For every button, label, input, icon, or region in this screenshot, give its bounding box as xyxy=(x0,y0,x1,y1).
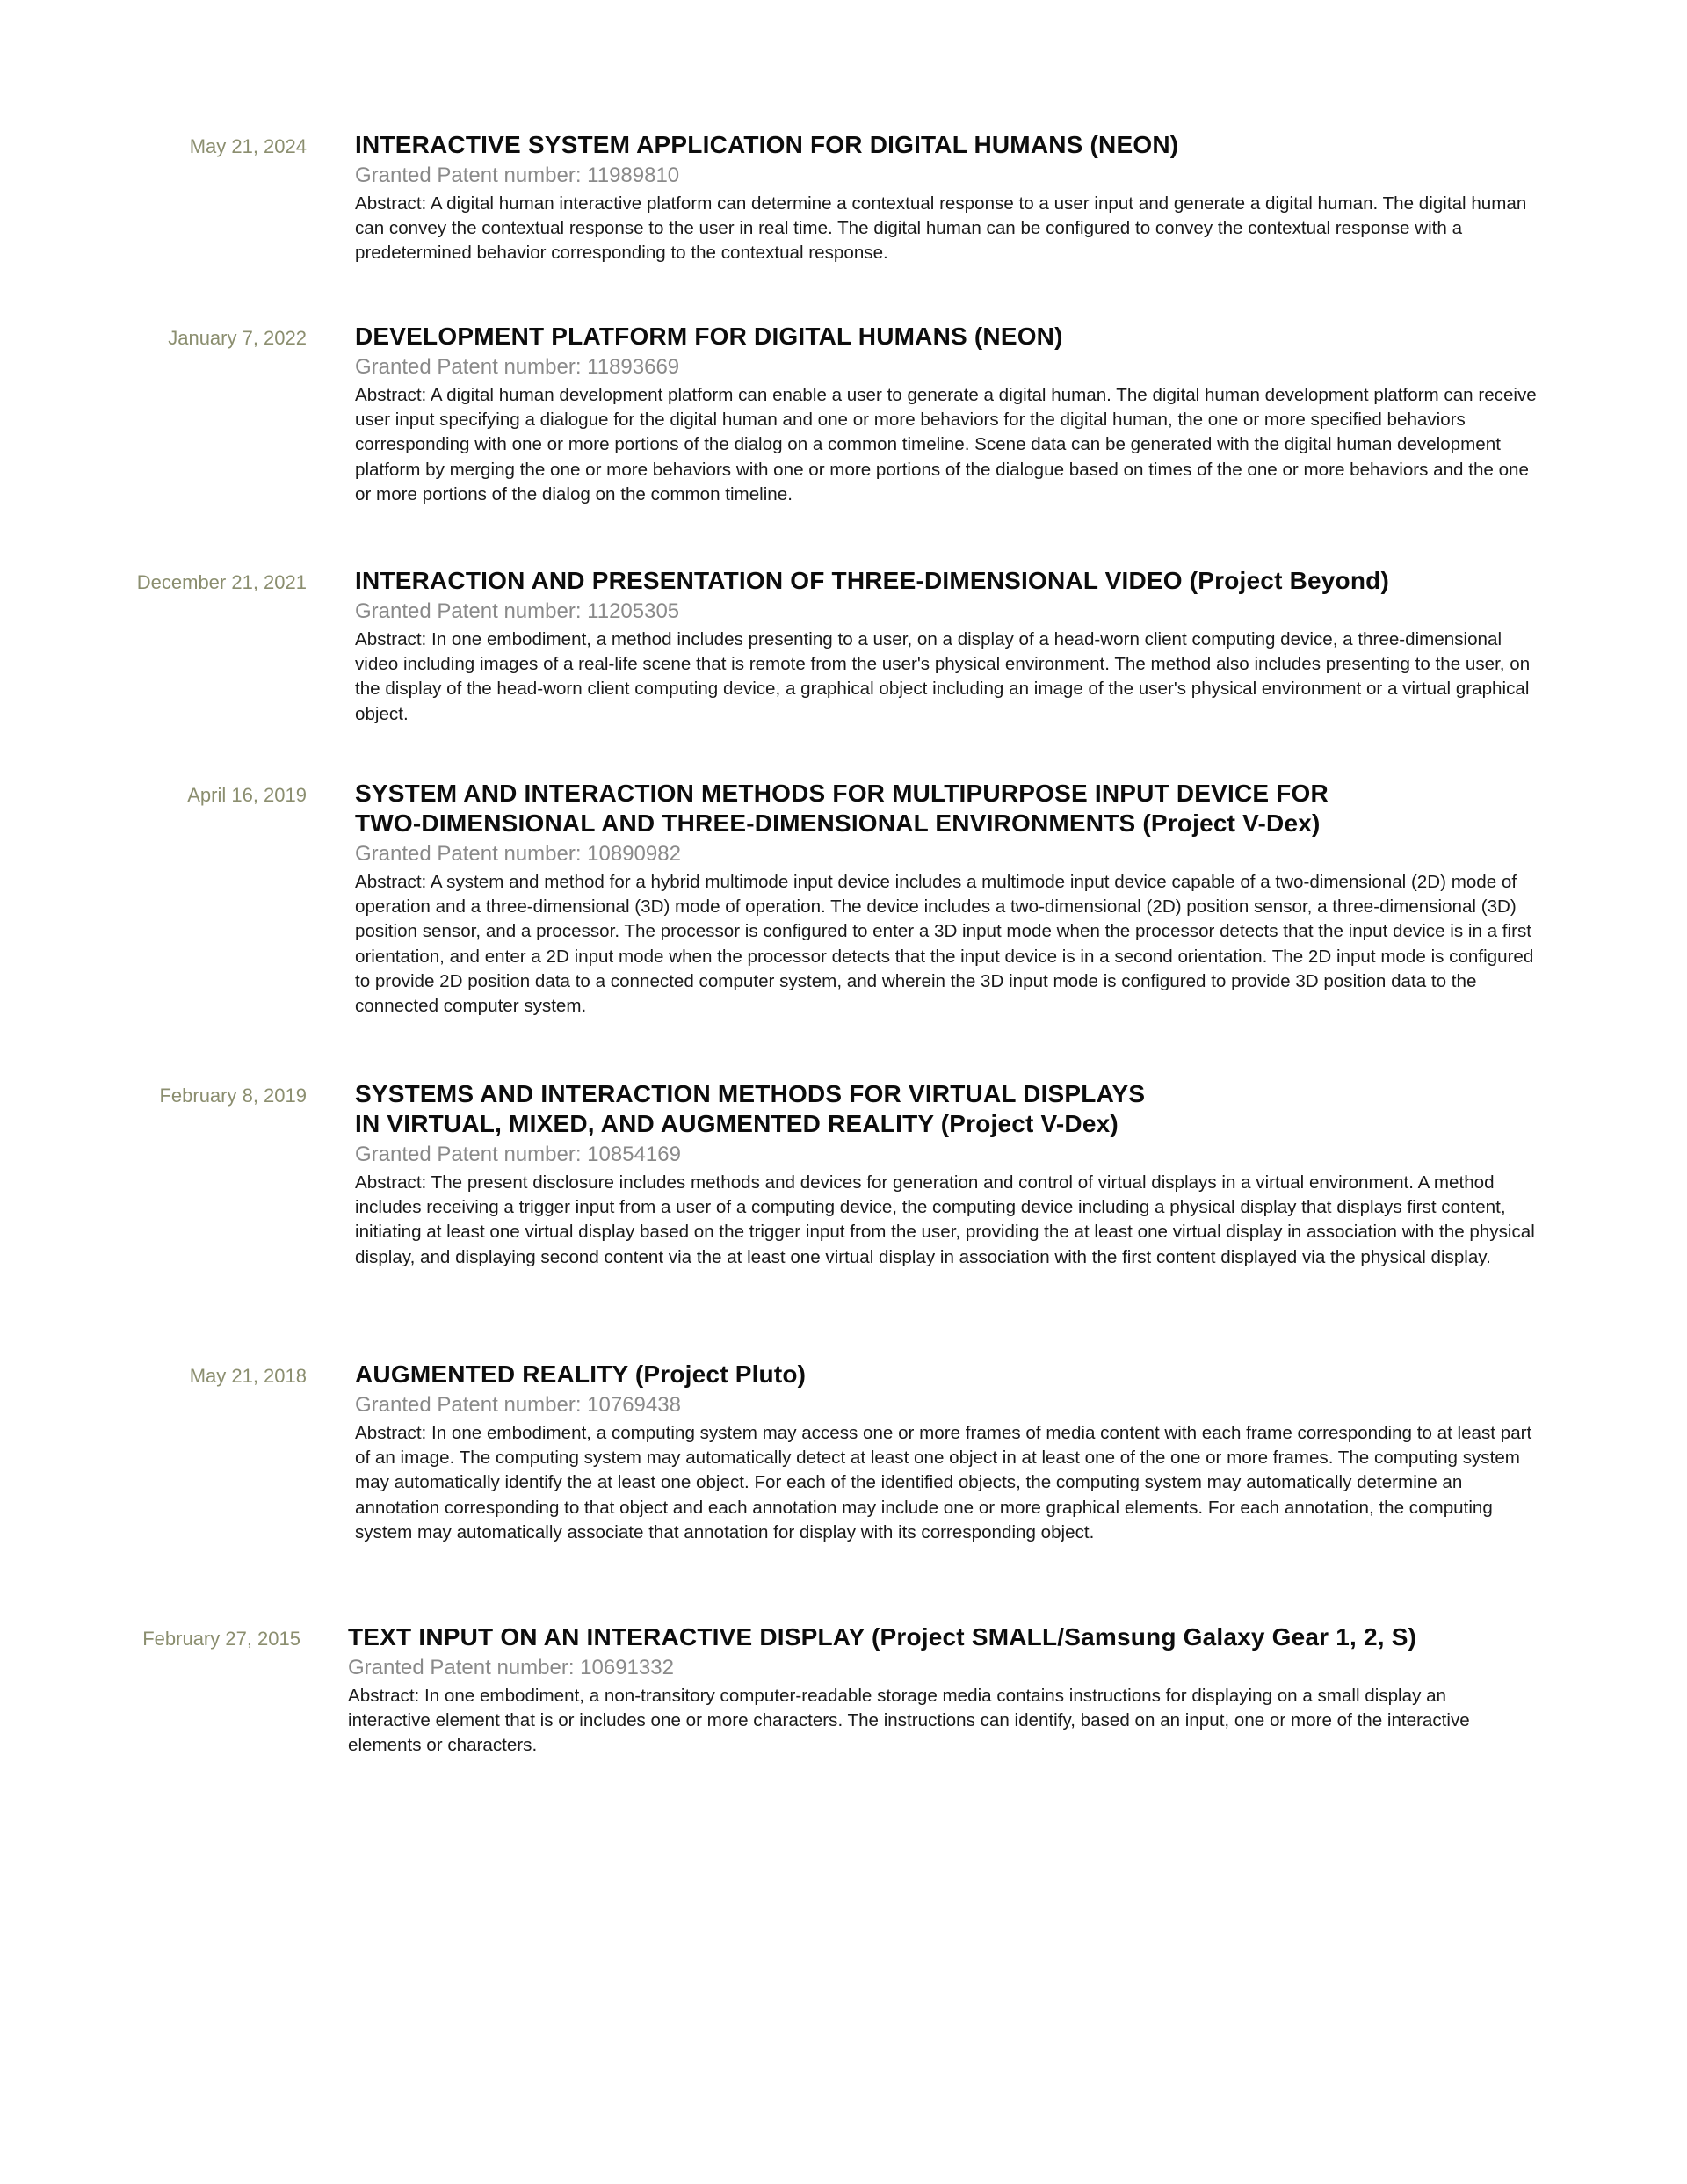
patent-title-line: TEXT INPUT ON AN INTERACTIVE DISPLAY (Project SMALL/Samsung Galaxy Gear 1, 2, S) xyxy=(348,1623,1417,1651)
patent-date: February 27, 2015 xyxy=(142,1628,300,1650)
patent-content xyxy=(355,779,1537,1019)
patent-date: January 7, 2022 xyxy=(168,327,307,349)
patent-content xyxy=(355,1079,1537,1270)
patent-number: Granted Patent number: 10890982 xyxy=(355,842,681,866)
patent-title-line: IN VIRTUAL, MIXED, AND AUGMENTED REALITY (Project V-Dex) xyxy=(355,1110,1119,1137)
patent-title-line: INTERACTIVE SYSTEM APPLICATION FOR DIGITAL HUMANS (NEON) xyxy=(355,131,1179,158)
patent-content xyxy=(355,1360,1537,1545)
patent-number: Granted Patent number: 11893669 xyxy=(355,355,680,379)
patent-content xyxy=(355,130,1537,266)
patent-abstract: Abstract: A digital human interactive platform can determine a contextual response to a user input and generate a digital human. The digital human can convey the contextual response to the user in real time. The digital human can be configured to convey the contextual response with a predetermined behavior corresponding to the contextual response. xyxy=(355,193,1527,264)
patent-number: Granted Patent number: 11205305 xyxy=(355,599,680,623)
patent-number: Granted Patent number: 10854169 xyxy=(355,1143,681,1166)
patent-abstract: Abstract: In one embodiment, a method includes presenting to a user, on a display of a head-worn client computing device, a three-dimensional video including images of a real-life scene that is remote from the user's physical environment. The method also includes presenting to the user, on the display of the head-worn client computing device, a graphical object including an image of the user's physical environment or a virtual graphical object. xyxy=(355,629,1531,724)
patent-title-line: INTERACTION AND PRESENTATION OF THREE-DIMENSIONAL VIDEO (Project Beyond) xyxy=(355,567,1389,594)
patent-title-line: TWO-DIMENSIONAL AND THREE-DIMENSIONAL ENVIRONMENTS (Project V-Dex) xyxy=(355,809,1321,837)
patent-number: Granted Patent number: 10769438 xyxy=(355,1393,681,1417)
patent-title xyxy=(355,566,1537,596)
patent-title xyxy=(355,779,1537,838)
patent-title xyxy=(348,1622,1530,1652)
patent-number: Granted Patent number: 10691332 xyxy=(348,1656,674,1680)
patent-date: December 21, 2021 xyxy=(136,571,307,593)
patent-abstract: Abstract: A digital human development platform can enable a user to generate a digital human. The digital human development platform can receive user input specifying a dialogue for the digital human and one or more behaviors for the digital human, the one or more specified behaviors corresponding with one or more portions of the dialog on a common timeline. Scene data can be generated with the digital human development platform by merging the one or more behaviors with one or more portions of the dialogue based on times of the one or more behaviors and the one or more portions of the dialog on the common timeline. xyxy=(355,385,1537,504)
patent-date: April 16, 2019 xyxy=(187,784,307,806)
patent-title-line: SYSTEMS AND INTERACTION METHODS FOR VIRTUAL DISPLAYS xyxy=(355,1080,1146,1107)
patent-abstract: Abstract: The present disclosure includes methods and devices for generation and control of virtual displays in a virtual environment. A method includes receiving a trigger input from a user of a computing device, the computing device including a physical display that displays first content, initiating at least one virtual display based on the trigger input from the user, providing the at least one virtual display in association with the physical display, and displaying second content via the at least one virtual display in association with the first content displayed via the physical display. xyxy=(355,1172,1535,1267)
patent-title-line: AUGMENTED REALITY (Project Pluto) xyxy=(355,1360,807,1388)
patent-title-line: DEVELOPMENT PLATFORM FOR DIGITAL HUMANS (NEON) xyxy=(355,323,1063,350)
patent-abstract: Abstract: In one embodiment, a computing system may access one or more frames of media content with each frame corresponding to at least part of an image. The computing system may automatically detect at least one object in at least one of the one or more frames. The computing system may automatically identify the at least one object. For each of the identified objects, the computing system may automatically determine an annotation corresponding to that object and each annotation may include one or more graphical elements. For each annotation, the computing system may automatically associate that annotation for display with its corresponding object. xyxy=(355,1423,1532,1542)
patent-date: May 21, 2024 xyxy=(189,135,307,157)
patent-content xyxy=(355,322,1537,507)
patent-title-line: SYSTEM AND INTERACTION METHODS FOR MULTIPURPOSE INPUT DEVICE FOR xyxy=(355,780,1329,807)
patent-abstract: Abstract: A system and method for a hybrid multimode input device includes a multimode input device capable of a two-dimensional (2D) mode of operation and a three-dimensional (3D) mode of operation. The device includes a two-dimensional (2D) position sensor, a three-dimensional (3D) position sensor, and a processor. The processor is configured to enter a 3D input mode when the processor detects that the input device is in a first orientation, and enter a 2D input mode when the processor detects that the input device is in a second orientation. The 2D input mode is configured to provide 2D position data to a connected computer system, and wherein the 3D input mode is configured to provide 3D position data to the connected computer system. xyxy=(355,872,1534,1017)
patent-date: May 21, 2018 xyxy=(189,1365,307,1387)
patent-content xyxy=(348,1622,1530,1759)
patent-title xyxy=(355,1079,1537,1139)
patent-title xyxy=(355,1360,1537,1389)
patent-number: Granted Patent number: 11989810 xyxy=(355,163,680,187)
patent-abstract: Abstract: In one embodiment, a non-transitory computer-readable storage media contains instructions for displaying on a small display an interactive element that is or includes one or more characters. The instructions can identify, based on an input, one or more of the interactive elements or characters. xyxy=(348,1686,1470,1756)
patent-date: February 8, 2019 xyxy=(159,1085,307,1107)
patent-content xyxy=(355,566,1537,727)
patent-title xyxy=(355,130,1537,160)
patent-title xyxy=(355,322,1537,352)
